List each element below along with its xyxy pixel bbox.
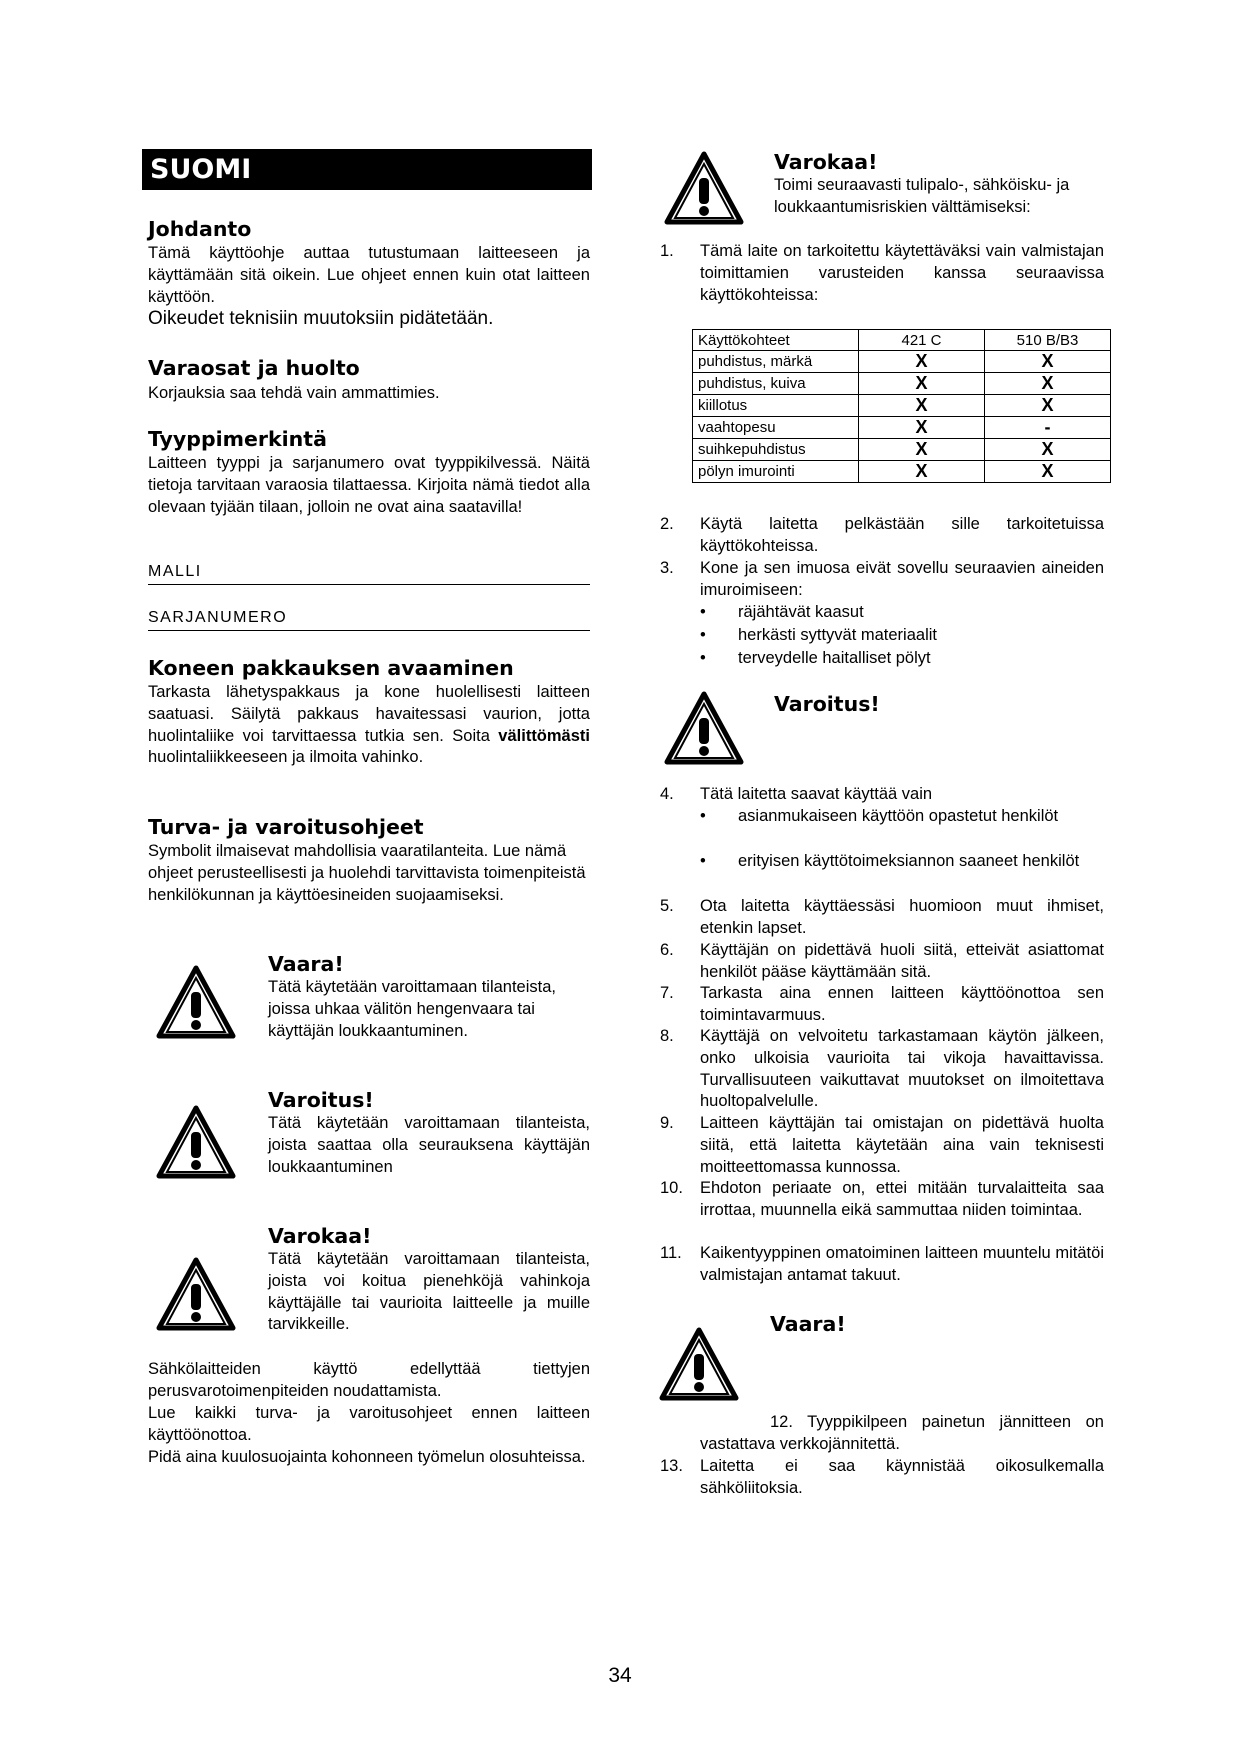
table-cell: X: [985, 395, 1111, 417]
warning-right-icon: [663, 690, 745, 766]
table-cell: X: [859, 461, 985, 483]
caution-top-text: Toimi seuraavasti tulipalo-, sähköisku- ja loukkaantumisriskien välttämiseksi:: [774, 176, 1070, 216]
list-item: [660, 1178, 1104, 1222]
list-text: Tämä laite on tarkoitettu käytettäväksi vain valmistajan toimittamien varusteiden kanssa seuraavissa käyttökohteissa:: [700, 242, 1104, 304]
item-12-text: 12. Tyyppikilpeen painetun jännitteen on vastattava verkkojännitettä.: [700, 1413, 1104, 1453]
table-header-cell: Käyttökohteet: [693, 330, 859, 351]
table-cell: X: [859, 373, 985, 395]
list-text: Laitetta ei saa käynnistää oikosulkemalla sähköliitoksia.: [700, 1457, 1104, 1497]
list-number: 6.: [660, 941, 674, 959]
intro-text: Tämä käyttöohje auttaa tutustumaan laitteeseen ja käyttämään sitä oikein. Lue ohjeet ennen kuin otat laitteen käyttöön.: [148, 244, 590, 306]
table-header-row: [693, 330, 1111, 351]
list-text: Käytä laitetta pelkästään sille tarkoitetuissa käyttökohteissa.: [700, 515, 1104, 555]
bullet-text: herkästi syttyvät materiaalit: [738, 626, 937, 644]
table-cell: kiillotus: [693, 395, 859, 417]
parts-heading: Varaosat ja huolto: [148, 356, 360, 380]
rights-reserved-text: Oikeudet teknisiin muutoksiin pidätetään.: [148, 308, 494, 329]
table-cell: X: [985, 373, 1111, 395]
list-item: [660, 896, 1104, 940]
safety-text: Symbolit ilmaisevat mahdollisia vaaratilanteita. Lue nämä ohjeet perusteellisesti ja huolehdi tarvittavista toimenpiteistä henkilökunnan ja käyttöesineiden suojaamiseksi.: [148, 842, 586, 904]
list-item: [660, 784, 1104, 806]
type-heading: Tyyppimerkintä: [148, 427, 327, 451]
table-cell: puhdistus, kuiva: [693, 373, 859, 395]
danger-text: Tätä käytetään varoittamaan tilanteista, joissa uhkaa välitön hengenvaara tai käyttäjän loukkaantuminen.: [268, 978, 556, 1040]
list-item: [660, 558, 1104, 602]
table-cell: X: [985, 439, 1111, 461]
bullet-text: asianmukaiseen käyttöön opastetut henkilöt: [738, 807, 1059, 825]
list-number: 11.: [660, 1244, 682, 1262]
warning-icon: [155, 1104, 237, 1180]
intro-heading: Johdanto: [148, 217, 252, 241]
danger-title: Vaara!: [268, 952, 344, 976]
unpack-text-part: huolintaliikkeeseen ja ilmoita vahinko.: [148, 748, 424, 767]
closing-text-3: Pidä aina kuulosuojainta kohonneen työmelun olosuhteissa.: [148, 1448, 586, 1466]
table-row: [693, 439, 1111, 461]
table-header-cell: 510 B/B3: [985, 330, 1111, 351]
list-number: 3.: [660, 559, 674, 577]
caution-text: Tätä käytetään varoittamaan tilanteista, joista voi koitua pienehköjä vahinkoja käyttäjälle tai vaurioita laitteelle ja muille tarvikkeille.: [268, 1250, 590, 1334]
table-cell: X: [985, 461, 1111, 483]
closing-text-1: Sähkölaitteiden käyttö edellyttää tiettyjen perusvarotoimenpiteiden noudattamista.: [148, 1360, 590, 1400]
list-text: Tätä laitetta saavat käyttää vain: [700, 785, 933, 803]
table-cell: X: [859, 417, 985, 439]
caution-title: Varokaa!: [268, 1224, 372, 1248]
model-label: MALLI: [148, 563, 202, 580]
table-cell: vaahtopesu: [693, 417, 859, 439]
table-row: [693, 461, 1111, 483]
list-number: 4.: [660, 785, 674, 803]
table-cell: -: [985, 417, 1111, 439]
unpack-heading: Koneen pakkauksen avaaminen: [148, 656, 514, 680]
table-row: [693, 417, 1111, 439]
table-cell: suihkepuhdistus: [693, 439, 859, 461]
list-item: [660, 1113, 1104, 1178]
table-cell: X: [859, 439, 985, 461]
bullet-text: räjähtävät kaasut: [738, 603, 864, 621]
table-row: [693, 351, 1111, 373]
safety-heading: Turva- ja varoitusohjeet: [148, 815, 424, 839]
serial-field: [148, 609, 590, 631]
warning-text: Tätä käytetään varoittamaan tilanteista, joista saattaa olla seurauksena käyttäjän loukkaantuminen: [268, 1114, 590, 1176]
closing-text-2: Lue kaikki turva- ja varoitusohjeet ennen laitteen käyttöönottoa.: [148, 1404, 590, 1444]
list-text: Ota laitetta käyttäessäsi huomioon muut ihmiset, etenkin lapset.: [700, 897, 1104, 937]
list-text: Kone ja sen imuosa eivät sovellu seuraavien aineiden imuroimiseen:: [700, 559, 1104, 599]
list-item: [660, 1456, 1104, 1500]
caution-top-icon: [663, 150, 745, 226]
list-number: 7.: [660, 984, 674, 1002]
bullet-dot: •: [700, 807, 706, 825]
caution-icon: [155, 1256, 237, 1332]
language-header: SUOMI: [142, 149, 592, 190]
table-cell: X: [859, 351, 985, 373]
list-number: 5.: [660, 897, 674, 915]
bullet-dot: •: [700, 626, 706, 644]
bullet-text: erityisen käyttötoimeksiannon saaneet henkilöt: [738, 852, 1080, 870]
table-cell: puhdistus, märkä: [693, 351, 859, 373]
list-item: [660, 514, 1104, 558]
table-cell: pölyn imurointi: [693, 461, 859, 483]
list-text: Käyttäjä on velvoitetu tarkastamaan käytön jälkeen, onko ulkoisia vaurioita tai vikoja havaittavissa. Turvallisuuteen vaikuttavat muutokset on ilmoitettava huoltopalvelulle.: [700, 1027, 1104, 1111]
list-text: Ehdoton periaate on, ettei mitään turvalaitteita saa irrottaa, muunnella eikä sammuttaa niiden toimintaa.: [700, 1179, 1104, 1219]
table-row: [693, 373, 1111, 395]
list-text: Kaikentyyppinen omatoiminen laitteen muuntelu mitätöi valmistajan antamat takuut.: [700, 1244, 1104, 1284]
table-cell: X: [985, 351, 1111, 373]
caution-top-title: Varokaa!: [774, 150, 878, 174]
serial-label: SARJANUMERO: [148, 609, 288, 626]
bullet-dot: •: [700, 852, 706, 870]
list-item: [660, 1026, 1104, 1113]
unpack-text-part: Tarkasta lähetyspakkaus ja kone huolellisesti laitteen saatuasi. Säilytä pakkaus havaitessasi vaurion, jotta huolintaliike voi tarvittaessa tutkia sen. Soita: [148, 683, 590, 745]
danger-warning-icon: [155, 964, 237, 1040]
parts-text: Korjauksia saa tehdä vain ammattimies.: [148, 384, 440, 402]
warning-title: Varoitus!: [268, 1088, 374, 1112]
model-field: [148, 563, 590, 585]
danger-right-icon: [658, 1326, 740, 1402]
type-text: Laitteen tyyppi ja sarjanumero ovat tyyppikilvessä. Näitä tietoja tarvitaan varaosia tilattaessa. Kirjoita nämä tiedot alla olevaan tyjään tilaan, jolloin ne ovat aina saatavilla!: [148, 454, 590, 516]
page-number: 34: [608, 1664, 632, 1687]
table-row: [693, 395, 1111, 417]
list-text: Tarkasta aina ennen laitteen käyttöönottoa sen toimintavarmuus.: [700, 984, 1104, 1024]
list-item: [660, 983, 1104, 1027]
bullet-dot: •: [700, 649, 706, 667]
unpack-text: [148, 682, 590, 769]
table-header-cell: 421 C: [859, 330, 985, 351]
list-text: Käyttäjän on pidettävä huoli siitä, etteivät asiattomat henkilöt pääse käyttämään sitä.: [700, 941, 1104, 981]
danger-right-title: Vaara!: [770, 1312, 846, 1336]
bullet-text: terveydelle haitalliset pölyt: [738, 649, 931, 667]
list-number: 10.: [660, 1179, 683, 1197]
list-text: Laitteen käyttäjän tai omistajan on pidettävä huolta siitä, että laitetta käytetään aina vain teknisesti moitteettomassa kunnossa.: [700, 1114, 1104, 1176]
list-item: [660, 940, 1104, 984]
unpack-text-bold: välittömästi: [498, 726, 590, 745]
bullet-dot: •: [700, 603, 706, 621]
list-item: [660, 1243, 1104, 1287]
usage-table: [692, 329, 1111, 483]
list-item: [660, 241, 1104, 306]
list-number: 1.: [660, 242, 674, 260]
list-number: 9.: [660, 1114, 674, 1132]
warning-right-title: Varoitus!: [774, 692, 880, 716]
table-cell: X: [859, 395, 985, 417]
list-number: 13.: [660, 1457, 683, 1475]
list-number: 8.: [660, 1027, 674, 1045]
list-number: 2.: [660, 515, 674, 533]
